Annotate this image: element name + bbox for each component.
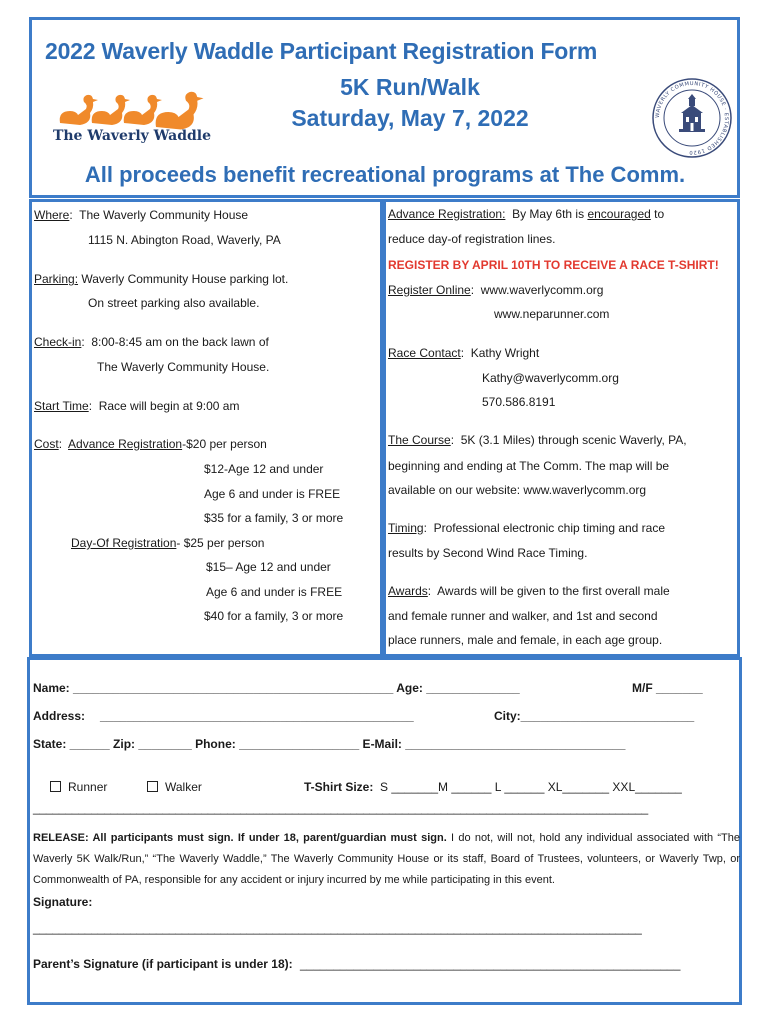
walker-checkbox[interactable]: [147, 781, 158, 792]
tshirt-deadline-notice: REGISTER BY APRIL 10TH TO RECEIVE A RACE T-SHIRT!: [388, 258, 719, 272]
event-date: Saturday, May 7, 2022: [291, 105, 529, 131]
signature-line[interactable]: ______________________________________________________________________________________________: [33, 921, 642, 935]
tshirt-size-field[interactable]: S _______M ______ L ______ XL_______ XXL_______: [380, 780, 682, 794]
parking-line: Parking: Waverly Community House parking lot.: [34, 272, 289, 286]
proceeds-tagline: All proceeds benefit recreational programs at The Comm.: [84, 162, 686, 187]
where-address: 1115 N. Abington Road, Waverly, PA: [88, 233, 281, 247]
parent-signature-line[interactable]: _________________________________________________________: [300, 957, 681, 971]
start-time-line: Start Time: Race will begin at 9:00 am: [34, 399, 240, 413]
advance-registration-line: Advance Registration: By May 6th is encouraged to: [388, 207, 665, 221]
cost-advance-line: Cost: Advance Registration-$20 per person: [34, 437, 267, 451]
runner-option[interactable]: Runner: [50, 780, 107, 794]
where-line: Where: The Waverly Community House: [34, 208, 249, 222]
community-house-seal-icon: [651, 77, 733, 159]
awards-line-2: and female runner and walker, and 1st and second: [388, 609, 658, 623]
tshirt-size-label: T-Shirt Size:: [304, 780, 374, 794]
release-statement: RELEASE: All participants must sign. If under 18, parent/guardian must sign. I do not, will not, hold any individual associated with “The Waverly 5K Walk/Run,” “The Waverly Waddle,” The Waverly Community House or its staff, Board of Trustees, volunteers, or Waverly Twp, or Commonwealth of PA, responsible for any accident or injury incurred by me while participating in this event.: [33, 832, 741, 886]
cost-advance-family: $35 for a family, 3 or more: [204, 511, 344, 525]
cost-dayof-child: $15– Age 12 and under: [206, 560, 331, 574]
advance-registration-note: reduce day-of registration lines.: [388, 232, 556, 246]
timing-line-2: results by Second Wind Race Timing.: [388, 546, 588, 560]
checkin-location: The Waverly Community House.: [97, 360, 270, 374]
signature-label: Signature:: [33, 895, 93, 909]
runner-checkbox[interactable]: [50, 781, 61, 792]
contact-phone: 570.586.8191: [482, 395, 556, 409]
walker-option[interactable]: Walker: [147, 780, 202, 794]
duck-icon: [156, 92, 204, 130]
address-label: Address:: [33, 709, 86, 723]
race-contact-line: Race Contact: Kathy Wright: [388, 346, 540, 360]
waverlycomm-link[interactable]: www.waverlycomm.org: [480, 283, 604, 297]
cost-dayof-line: Day-Of Registration- $25 per person: [71, 536, 265, 550]
timing-line: Timing: Professional electronic chip timing and race: [388, 521, 666, 535]
cost-dayof-family: $40 for a family, 3 or more: [204, 609, 344, 623]
state-zip-phone-email-field[interactable]: State: ______ Zip: ________ Phone: __________________ E-Mail: _________________________________: [33, 737, 626, 751]
address-field[interactable]: _______________________________________________: [100, 709, 414, 723]
course-line-3: available on our website: www.waverlycomm.org: [388, 483, 647, 497]
register-online-line: Register Online: www.waverlycomm.org: [388, 283, 604, 297]
parent-signature-label: Parent’s Signature (if participant is under 18):: [33, 957, 293, 971]
course-line: The Course: 5K (3.1 Miles) through scenic Waverly, PA,: [388, 433, 687, 447]
name-age-field[interactable]: Name: ________________________________________________ Age: ______________: [33, 681, 520, 695]
cost-advance-free: Age 6 and under is FREE: [204, 487, 341, 501]
awards-line: Awards: Awards will be given to the first overall male: [388, 584, 670, 598]
event-subtitle: 5K Run/Walk: [340, 74, 480, 100]
checkin-line: Check-in: 8:00-8:45 am on the back lawn of: [34, 335, 269, 349]
seal-text: WAVERLY COMMUNITY HOUSE · ESTABLISHED 1920: [654, 80, 730, 156]
parking-note: On street parking also available.: [88, 296, 260, 310]
contact-email[interactable]: Kathy@waverlycomm.org: [482, 371, 619, 385]
cost-advance-child: $12-Age 12 and under: [204, 462, 324, 476]
gender-field[interactable]: M/F _______: [632, 681, 703, 695]
course-line-2: beginning and ending at The Comm. The map will be: [388, 459, 670, 473]
city-field[interactable]: City:__________________________: [494, 709, 695, 723]
neparunner-link[interactable]: www.neparunner.com: [494, 307, 610, 321]
cost-dayof-free: Age 6 and under is FREE: [206, 585, 343, 599]
logo-text: The Waverly Waddle: [52, 128, 212, 144]
form-title: 2022 Waverly Waddle Participant Registration Form: [45, 38, 598, 64]
awards-line-3: place runners, male and female, in each age group.: [388, 633, 663, 647]
form-divider: _______________________________________________________________________________________________: [33, 801, 649, 815]
